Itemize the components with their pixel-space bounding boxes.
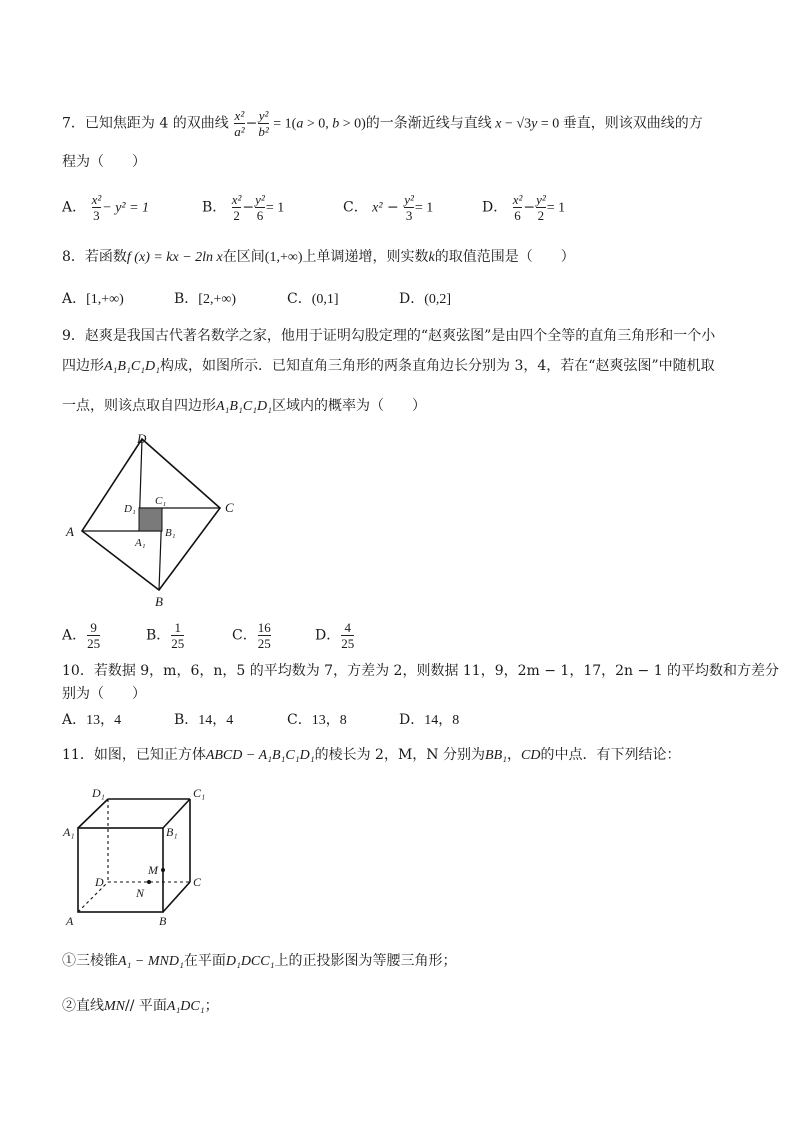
q9-line1: 9．赵爽是我国古代著名数学之家，他用于证明勾股定理的“赵爽弦图”是由四个全等的直角三角形和一个小 bbox=[62, 328, 716, 344]
q11-conclusion-2: ②直线MN// 平面A₁DC₁； bbox=[62, 998, 219, 1014]
label-a1: A₁ bbox=[135, 537, 146, 549]
q7-frac-x2-a2: $\frac{\text{x²}}{\text{a²}}$ bbox=[234, 108, 245, 139]
q9-option-b: B． $\frac{1}{25}$ bbox=[146, 620, 185, 651]
q9-line3: 一点，则该点取自四边形A₁B₁C₁D₁区域内的概率为（ ） bbox=[62, 398, 427, 414]
q10-line1: 10．若数据 9，m，6，n，5 的平均数为 7，方差为 2，则数据 11，9，2m − 1，17，2n − 1 的平均数和方差分 bbox=[62, 663, 780, 679]
label-b: B bbox=[155, 594, 163, 609]
q7-line1: 7．已知焦距为 4 的双曲线 $\frac{\text{x²}}{\text{a²}}$ − $\frac{\text{y²}}{\text{b²}}$ = 1(a > 0, b > 0)的一条渐近线与直线 x − √3y = 0 垂直，则该双曲线的方 bbox=[62, 108, 703, 139]
cube-label-c1: C₁ bbox=[193, 786, 206, 800]
q7-line2: 程为（ ） bbox=[62, 154, 146, 170]
q10-option-b: B．14，4 bbox=[174, 712, 234, 728]
q8-option-a: A．[1,+∞) bbox=[62, 291, 124, 307]
cube-label-b1: B₁ bbox=[166, 825, 178, 839]
cube-label-d: D bbox=[95, 875, 104, 889]
q8-option-d: D．(0,2] bbox=[399, 291, 452, 307]
zhao-shuang-diagram bbox=[62, 428, 242, 623]
q7-text-1: 已知焦距为 4 的双曲线 bbox=[84, 115, 229, 132]
label-c1: C₁ bbox=[155, 495, 167, 507]
q10-option-d: D．14，8 bbox=[399, 712, 460, 728]
q7-frac-y2-b2: $\frac{\text{y²}}{\text{b²}}$ bbox=[258, 108, 269, 139]
point-n bbox=[147, 880, 151, 884]
q9-option-c: C． $\frac{16}{25}$ bbox=[232, 620, 271, 651]
q11-stem: 11．如图，已知正方体ABCD − A₁B₁C₁D₁的棱长为 2，M，N 分别为BB₁，CD的中点．有下列结论： bbox=[62, 747, 681, 763]
q7-text-2: 的一条渐近线与直线 bbox=[365, 115, 492, 132]
cube-diagram bbox=[62, 782, 222, 932]
q8-function: f (x) = kx − 2ln x bbox=[126, 250, 223, 265]
q11-conclusion-1: ①三棱锥A₁ − MND₁在平面D₁DCC₁上的正投影图为等腰三角形； bbox=[62, 953, 457, 969]
q8-stem: 8．若函数f (x) = kx − 2ln x在区间(1,+∞)上单调递增，则实数k的取值范围是（ ） bbox=[62, 249, 575, 265]
cube-label-m: M bbox=[148, 863, 158, 877]
cube-label-a1: A₁ bbox=[63, 825, 75, 839]
q7-option-d: D． $\frac{\text{x²}}{6}$ − $\frac{\text{y²}}{2}$ = 1 bbox=[482, 192, 566, 223]
inner-square bbox=[139, 508, 162, 531]
q8-option-c: C．(0,1] bbox=[287, 291, 339, 307]
q10-option-c: C．13，8 bbox=[287, 712, 347, 728]
q7-option-c: C． x² − $\frac{\text{y²}}{3}$ = 1 bbox=[343, 192, 434, 223]
q9-option-d: D． $\frac{4}{25}$ bbox=[315, 620, 355, 651]
q7-text-3: 垂直，则该双曲线的方 bbox=[562, 115, 703, 132]
q10-line2: 别为（ ） bbox=[62, 686, 146, 702]
q7-option-a: A． $\frac{\text{x²}}{3}$ − y² = 1 bbox=[62, 192, 150, 223]
q8-option-b: B．[2,+∞) bbox=[174, 291, 236, 307]
label-b1: B₁ bbox=[165, 527, 176, 539]
q10-option-a: A．13，4 bbox=[62, 712, 122, 728]
q7-number: 7． bbox=[62, 115, 85, 132]
cube-label-n: N bbox=[136, 886, 145, 900]
q8-interval: (1,+∞) bbox=[264, 250, 303, 265]
cube-label-d1: D₁ bbox=[92, 786, 105, 800]
cube-label-b: B bbox=[159, 914, 167, 928]
cube-label-a: A bbox=[66, 914, 74, 928]
label-a: A bbox=[66, 524, 74, 539]
label-d: D bbox=[137, 431, 147, 446]
label-d1: D₁ bbox=[124, 503, 136, 515]
label-c: C bbox=[225, 500, 234, 515]
q9-line2: 四边形A₁B₁C₁D₁构成，如图所示．已知直角三角形的两条直角边长分别为 3，4，若在“赵爽弦图”中随机取 bbox=[62, 358, 715, 374]
q7-option-b: B． $\frac{\text{x²}}{2}$ − $\frac{\text{y²}}{6}$ = 1 bbox=[202, 192, 285, 223]
q9-option-a: A． $\frac{9}{25}$ bbox=[62, 620, 101, 651]
cube-label-c: C bbox=[193, 875, 202, 889]
point-m bbox=[161, 868, 165, 872]
